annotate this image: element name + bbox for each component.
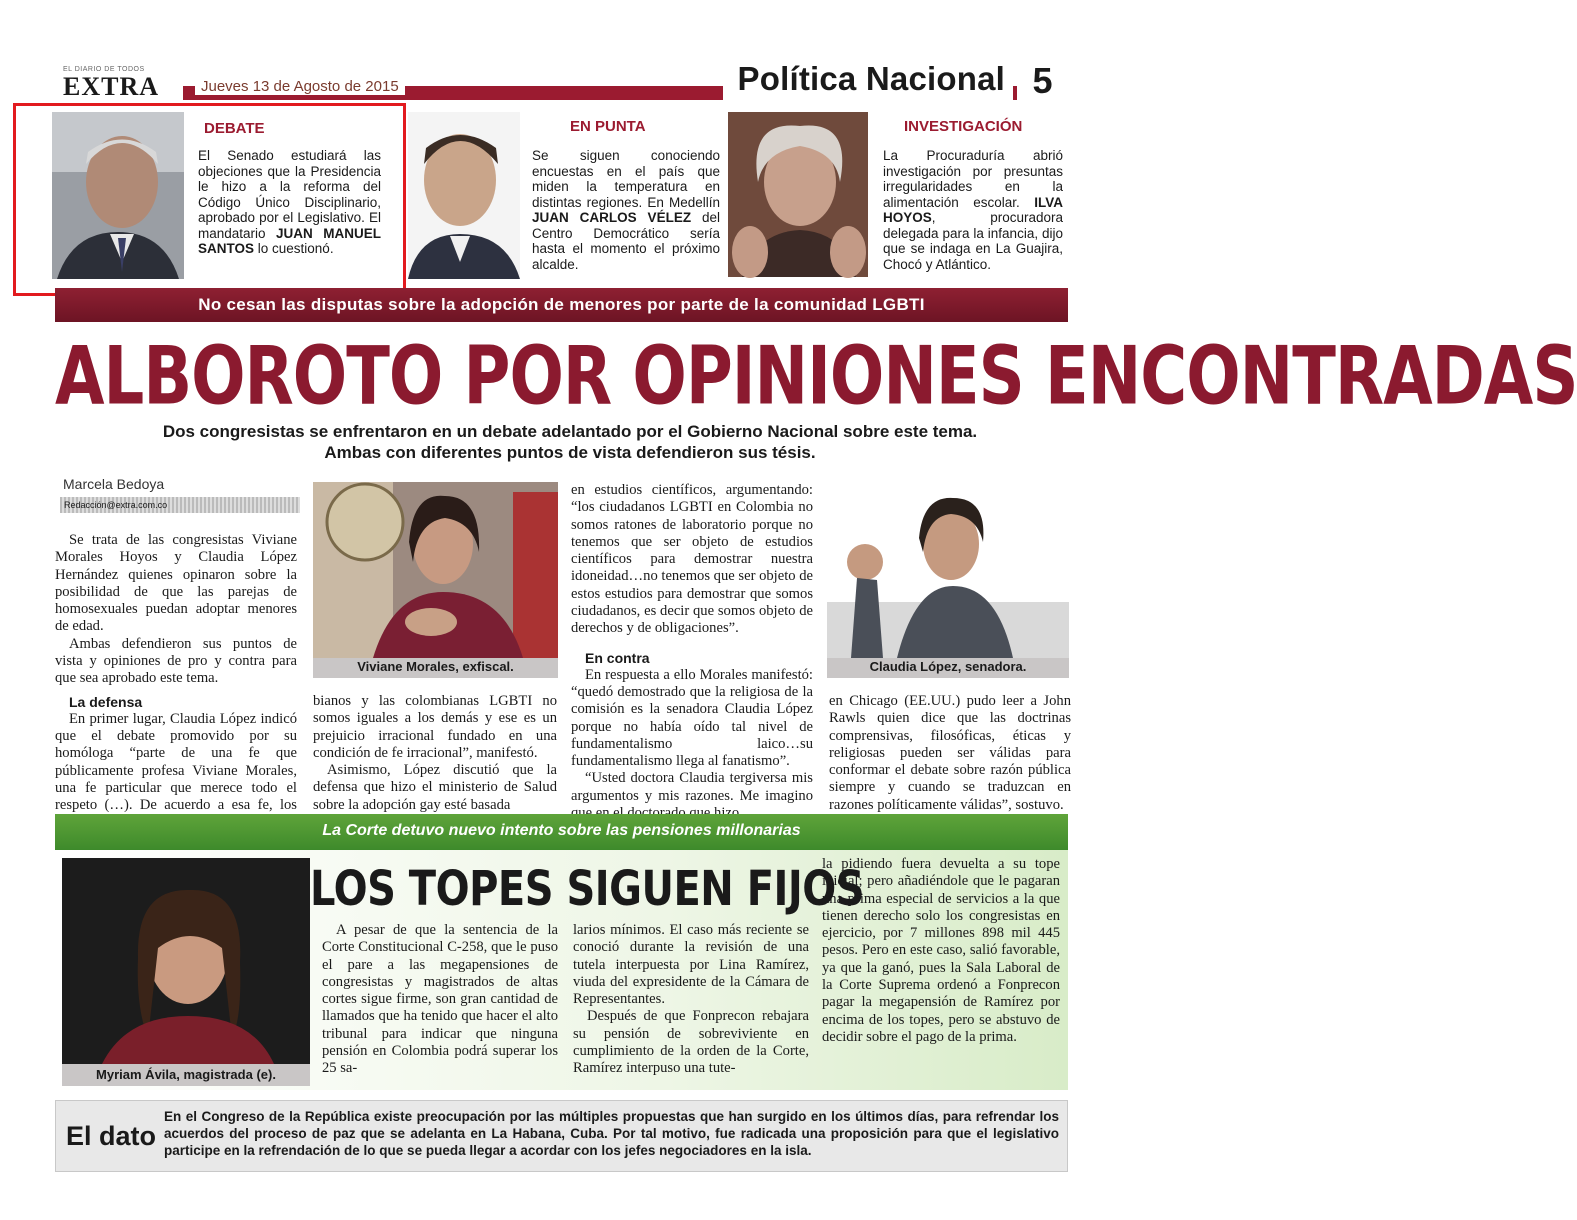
paragraph: en estudios científicos, argumentando: “los ciudadanos LGBTI en Colombia no somos ratones de laboratorio porque no tenemos que ser objeto de estudios científicos para demostrar nuestra idoneidad…no tenemos que ser objeto de estos estudios para demostrar que somos ciudadanos, es decir que somos objeto de derechos y de obligaciones”. xyxy=(571,482,813,637)
story-banner xyxy=(55,288,1068,322)
section-heading: En contra xyxy=(585,649,650,666)
logo-box xyxy=(55,64,183,101)
paragraph: Asimismo, López discutió que la defensa que hizo el ministerio de Salud sobre la adopción gay esté basada xyxy=(313,762,557,813)
el-dato-box xyxy=(55,1100,1068,1172)
article-column-2 xyxy=(313,693,557,814)
brief-name: JUAN MANUEL SANTOS xyxy=(198,225,381,256)
main-headline: ALBOROTO POR OPINIONES ENCONTRADAS xyxy=(55,331,1577,424)
second-story-column-2 xyxy=(573,922,809,1078)
brief-en-punta xyxy=(408,112,723,284)
brief-text: El Senado estudiará las objeciones que la Presidencia le hizo a la reforma del Código Único Disciplinario, aprobado por el Legislativo. El mandatario JUAN MANUEL SANTOS lo cuestionó. xyxy=(198,148,381,256)
paragraph: A pesar de que la sentencia de la Corte Constitucional C-258, que le puso el pare a las megapensiones de congresistas y magistrados de altas cortes sigue firme, son gran cantidad de llamados que ha tenido que hacer el alto tribunal para indicar que ninguna pensión en Colombia podrá superar los 25 sa- xyxy=(322,922,558,1077)
photo-myriam-avila xyxy=(62,858,310,1086)
second-headline: LOS TOPES SIGUEN FIJOS xyxy=(310,862,865,918)
el-dato-text: En el Congreso de la República existe preocupación por las múltiples propuestas que han surgido en los últimos días, para refrendar los acuerdos del proceso de paz que se adelanta en La Habana, Cuba. Por tal motivo, fue radicada una proposición para que el legislativo participe en la refrendación de lo que se pueda llegar a acordar con los jefes negociadores en la isla. xyxy=(164,1109,1059,1158)
brief-name: JUAN CARLOS VÉLEZ xyxy=(532,210,692,225)
brief-kicker: EN PUNTA xyxy=(570,118,646,135)
logo: EXTRA xyxy=(63,72,160,101)
second-story-column-3 xyxy=(822,856,1060,1046)
brief-investigacion xyxy=(728,112,1068,284)
brief-text: Se siguen conociendo encuestas en el país que miden la temperatura en distintas regiones. En Medellín JUAN CARLOS VÉLEZ del Centro Democrático sería hasta el momento el próximo alcalde. xyxy=(532,148,720,272)
photo-caption: Viviane Morales, exfiscal. xyxy=(313,658,558,678)
second-story-column-1 xyxy=(322,922,558,1078)
brief-name: ILVA HOYOS xyxy=(883,194,1063,225)
photo-caption: Myriam Ávila, magistrada (e). xyxy=(62,1064,310,1086)
paragraph: En respuesta a ello Morales manifestó: “quedó demostrado que la religiosa de la comisión es la senadora Claudia López porque no había oído tal nivel de fundamentalismo laico…su fundamentalismo llega al fanatismo”. xyxy=(571,666,813,770)
article-column-1 xyxy=(55,532,297,832)
masthead xyxy=(55,60,1068,104)
paragraph: la pidiendo fuera devuelta a su tope inicial; pero añadiéndole que le pagaran una prima especial de servicios a la que tienen derecho solo los congresistas en ejercicio, por 7 millones 898 mil 445 pesos. Pero en este caso, salió favorable, ya que la ganó, pues la Sala Laboral de la Corte Suprema ordenó a Fonprecon pagar la megapensión de Ramírez por encima de los topes, pero se abstuvo de decidir sobre el pago de la prima. xyxy=(822,856,1060,1045)
logo-tagline: EL DIARIO DE TODOS xyxy=(63,66,145,73)
photo-ilva-hoyos xyxy=(728,112,868,277)
photo-juan-carlos-velez xyxy=(408,112,520,279)
main-subhead xyxy=(110,421,1030,463)
brief-kicker: INVESTIGACIÓN xyxy=(904,118,1023,135)
article-column-4 xyxy=(829,693,1071,814)
byline-email: Redacción@extra.com.co xyxy=(60,497,300,513)
page-number: 5 xyxy=(1017,60,1068,100)
paragraph: Se trata de las congresistas Viviane Morales Hoyos y Claudia López Hernández quienes opinaron sobre la posibilidad de que las parejas de homosexuales puedan adoptar menores de edad. xyxy=(55,532,297,635)
section-title: Política Nacional xyxy=(723,60,1013,100)
photo-caption: Claudia López, senadora. xyxy=(827,658,1069,678)
highlight-box xyxy=(13,103,406,296)
subhead-line: Dos congresistas se enfrentaron en un debate adelantado por el Gobierno Nacional sobre este tema. xyxy=(162,422,978,441)
brief-kicker: DEBATE xyxy=(204,120,265,137)
subhead-line: Ambas con diferentes puntos de vista defendieron sus tésis. xyxy=(324,443,816,462)
paragraph: Después de que Fonprecon rebajara su pensión de sobreviviente en cumplimiento de la orden de la Corte, Ramírez interpuso una tute- xyxy=(573,1008,809,1077)
paragraph: en Chicago (EE.UU.) pudo leer a John Rawls quien dice que las doctrinas comprensivas, filosóficas, éticas y religiosas pueden ser válidas para conformar el debate sobre razón pública siempre y cuando se traduzcan en razones políticamente válidas”, sostuvo. xyxy=(829,693,1071,813)
paragraph: En primer lugar, Claudia López indicó que el debate promovido por su homóloga “parte de una fe que públicamente profesa Viviane Morales, una fe particular que merece todo el respeto (…). De acuerdo a esa fe, los xyxy=(55,710,297,814)
story-banner-text: No cesan las disputas sobre la adopción de menores por parte de la comunidad LGBTI xyxy=(198,295,925,314)
paragraph: larios mínimos. El caso más reciente se conoció durante la revisión de una tutela interpuesta por Lina Ramírez, viuda del expresidente de la Cámara de Representantes. xyxy=(573,922,809,1008)
second-story-banner xyxy=(55,814,1068,850)
el-dato-label: El dato xyxy=(66,1121,157,1151)
second-story-banner-text: La Corte detuvo nuevo intento sobre las pensiones millonarias xyxy=(322,822,801,839)
paragraph: Ambas defendieron sus puntos de vista y opiniones de pro y contra para que sea aprobado este tema. xyxy=(55,635,297,687)
brief-text: La Procuraduría abrió investigación por presuntas irregularidades en la alimentación escolar. ILVA HOYOS, procuradora delegada para la infancia, dijo que se indaga en La Guajira, Chocó y Atlántico. xyxy=(883,148,1063,272)
byline: Marcela Bedoya xyxy=(63,476,165,492)
paragraph: bianos y las colombianas LGBTI no somos iguales a los demás y ese es un prejuicio irracional fundado en una condición de fe irracional”, manifestó. xyxy=(313,693,557,761)
article-column-3 xyxy=(571,482,813,822)
photo-claudia-lopez xyxy=(827,482,1069,678)
photo-viviane-morales xyxy=(313,482,558,678)
paragraph: “Usted doctora Claudia tergiversa mis argumentos y mis razones. Me imagino xyxy=(571,770,813,804)
issue-date: Jueves 13 de Agosto de 2015 xyxy=(195,78,405,95)
section-heading: La defensa xyxy=(69,693,143,710)
